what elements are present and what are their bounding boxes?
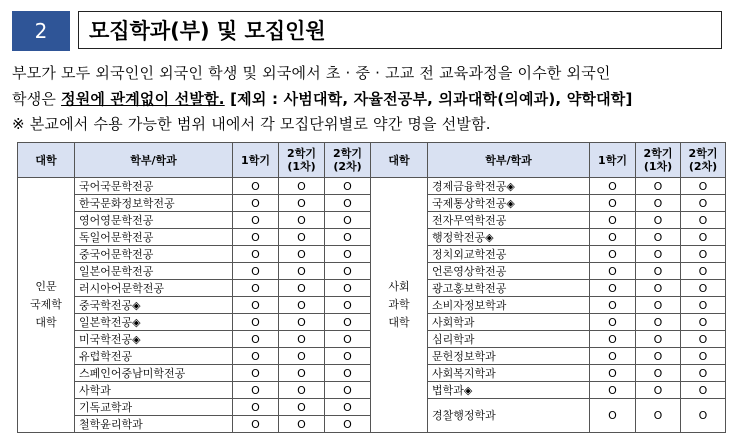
mark-right: O xyxy=(590,314,636,331)
mark-right: O xyxy=(681,246,726,263)
table-row xyxy=(18,178,726,195)
mark-left: O xyxy=(233,314,279,331)
college-right-line: 사회 xyxy=(388,280,410,293)
mark-left: O xyxy=(279,263,325,280)
dept-name-right: 경제금융학전공◈ xyxy=(428,178,590,195)
mark-left: O xyxy=(279,178,325,195)
mark-left: O xyxy=(325,246,371,263)
mark-right: O xyxy=(636,263,681,280)
mark-left: O xyxy=(325,399,371,416)
dept-name-left: 사학과 xyxy=(75,382,233,399)
mark-left: O xyxy=(325,314,371,331)
mark-left: O xyxy=(325,382,371,399)
mark-left: O xyxy=(325,280,371,297)
dept-name-right: 정치외교학전공 xyxy=(428,246,590,263)
mark-left: O xyxy=(233,229,279,246)
mark-right: O xyxy=(636,314,681,331)
dept-name-left: 중국학전공◈ xyxy=(75,297,233,314)
mark-left: O xyxy=(279,195,325,212)
dept-name-left: 기독교학과 xyxy=(75,399,233,416)
mark-left: O xyxy=(279,365,325,382)
mark-right: O xyxy=(681,263,726,280)
dept-name-left: 일본어문학전공 xyxy=(75,263,233,280)
mark-right: O xyxy=(636,280,681,297)
mark-right: O xyxy=(636,399,681,433)
mark-left: O xyxy=(233,416,279,433)
mark-right: O xyxy=(590,365,636,382)
dept-name-left: 한국문화정보학전공 xyxy=(75,195,233,212)
table-header-row xyxy=(18,143,726,178)
mark-right: O xyxy=(636,365,681,382)
dept-name-right: 심리학과 xyxy=(428,331,590,348)
mark-right: O xyxy=(636,348,681,365)
college-left xyxy=(18,178,75,433)
intro-line-2-prefix: 학생은 xyxy=(12,90,62,108)
college-right xyxy=(371,178,428,433)
header-sem2b-right: 2학기 (2차) xyxy=(681,143,726,178)
mark-left: O xyxy=(233,246,279,263)
dept-name-right: 광고홍보학전공 xyxy=(428,280,590,297)
dept-name-right: 전자무역학전공 xyxy=(428,212,590,229)
header-sem1-left: 1학기 xyxy=(233,143,279,178)
mark-left: O xyxy=(325,212,371,229)
college-left-line: 인문 xyxy=(35,280,57,293)
mark-right: O xyxy=(590,348,636,365)
dept-name-right: 국제통상학전공◈ xyxy=(428,195,590,212)
mark-right: O xyxy=(681,331,726,348)
mark-right: O xyxy=(681,195,726,212)
mark-right: O xyxy=(590,382,636,399)
dept-name-right: 사회복지학과 xyxy=(428,365,590,382)
mark-right: O xyxy=(636,195,681,212)
mark-left: O xyxy=(279,229,325,246)
mark-right: O xyxy=(636,212,681,229)
intro-line-1: 부모가 모두 외국인인 외국인 학생 및 외국에서 초 · 중 · 고교 전 교육과정을 이수한 외국인 xyxy=(12,64,611,82)
dept-name-left: 철학윤리학과 xyxy=(75,416,233,433)
mark-left: O xyxy=(325,416,371,433)
mark-left: O xyxy=(279,246,325,263)
mark-left: O xyxy=(279,212,325,229)
dept-name-left: 중국어문학전공 xyxy=(75,246,233,263)
mark-left: O xyxy=(233,212,279,229)
mark-left: O xyxy=(325,348,371,365)
mark-right: O xyxy=(636,382,681,399)
mark-right: O xyxy=(681,212,726,229)
mark-left: O xyxy=(325,178,371,195)
mark-left: O xyxy=(325,365,371,382)
section-number: 2 xyxy=(12,11,70,51)
mark-right: O xyxy=(590,178,636,195)
mark-right: O xyxy=(681,280,726,297)
dept-name-right: 사회학과 xyxy=(428,314,590,331)
mark-right: O xyxy=(636,297,681,314)
section-header xyxy=(12,11,724,51)
header-sem2b-left: 2학기 (2차) xyxy=(325,143,371,178)
dept-name-right: 언론영상학전공 xyxy=(428,263,590,280)
dept-name-left: 영어영문학전공 xyxy=(75,212,233,229)
section-title: 모집학과(부) 및 모집인원 xyxy=(78,11,722,49)
mark-right: O xyxy=(590,212,636,229)
mark-left: O xyxy=(325,263,371,280)
mark-right: O xyxy=(590,195,636,212)
intro-line-2-underline: 정원에 관계없이 선발함. xyxy=(61,90,225,108)
mark-right: O xyxy=(590,399,636,433)
mark-right: O xyxy=(590,246,636,263)
mark-right: O xyxy=(681,297,726,314)
mark-right: O xyxy=(636,331,681,348)
intro-line-2 xyxy=(12,88,633,109)
mark-right: O xyxy=(681,178,726,195)
mark-right: O xyxy=(681,348,726,365)
dept-name-right: 행정학전공◈ xyxy=(428,229,590,246)
mark-left: O xyxy=(233,263,279,280)
mark-right: O xyxy=(590,331,636,348)
mark-left: O xyxy=(325,195,371,212)
college-left-line: 대학 xyxy=(35,316,57,329)
dept-name-right: 경찰행정학과 xyxy=(428,399,590,433)
mark-right: O xyxy=(636,246,681,263)
header-dept-left: 학부/학과 xyxy=(75,143,233,178)
mark-right: O xyxy=(681,365,726,382)
dept-name-left: 러시아어문학전공 xyxy=(75,280,233,297)
mark-left: O xyxy=(233,297,279,314)
mark-left: O xyxy=(279,331,325,348)
mark-left: O xyxy=(279,297,325,314)
dept-name-left: 독일어문학전공 xyxy=(75,229,233,246)
mark-left: O xyxy=(279,382,325,399)
dept-name-right: 소비자정보학과 xyxy=(428,297,590,314)
college-right-line: 대학 xyxy=(388,316,410,329)
intro-line-2-exclusions: [제외 : 사범대학, 자율전공부, 의과대학(의예과), 약학대학] xyxy=(224,90,633,108)
mark-right: O xyxy=(681,382,726,399)
mark-left: O xyxy=(325,331,371,348)
mark-left: O xyxy=(279,280,325,297)
header-college-right: 대학 xyxy=(371,143,428,178)
header-sem2a-right: 2학기 (1차) xyxy=(636,143,681,178)
mark-right: O xyxy=(681,229,726,246)
mark-right: O xyxy=(590,297,636,314)
mark-left: O xyxy=(279,416,325,433)
mark-right: O xyxy=(681,314,726,331)
college-right-line: 과학 xyxy=(388,298,410,311)
mark-left: O xyxy=(325,297,371,314)
mark-right: O xyxy=(590,263,636,280)
mark-left: O xyxy=(233,280,279,297)
mark-left: O xyxy=(325,229,371,246)
mark-left: O xyxy=(233,178,279,195)
intro-note: ※ 본교에서 수용 가능한 범위 내에서 각 모집단위별로 약간 명을 선발함. xyxy=(12,115,491,133)
mark-left: O xyxy=(233,399,279,416)
mark-left: O xyxy=(233,382,279,399)
dept-name-left: 국어국문학전공 xyxy=(75,178,233,195)
mark-right: O xyxy=(590,229,636,246)
header-sem2a-left: 2학기 (1차) xyxy=(279,143,325,178)
mark-right: O xyxy=(681,399,726,433)
dept-name-left: 미국학전공◈ xyxy=(75,331,233,348)
mark-right: O xyxy=(636,178,681,195)
mark-left: O xyxy=(233,331,279,348)
dept-name-left: 유럽학전공 xyxy=(75,348,233,365)
header-dept-right: 학부/학과 xyxy=(428,143,590,178)
dept-name-left: 일본학전공◈ xyxy=(75,314,233,331)
mark-left: O xyxy=(233,365,279,382)
dept-name-right: 문헌정보학과 xyxy=(428,348,590,365)
dept-name-left: 스페인어중남미학전공 xyxy=(75,365,233,382)
mark-left: O xyxy=(279,348,325,365)
mark-right: O xyxy=(590,280,636,297)
header-college-left: 대학 xyxy=(18,143,75,178)
mark-left: O xyxy=(279,399,325,416)
mark-right: O xyxy=(636,229,681,246)
mark-left: O xyxy=(279,314,325,331)
header-sem1-right: 1학기 xyxy=(590,143,636,178)
dept-name-right: 법학과◈ xyxy=(428,382,590,399)
department-table xyxy=(17,142,726,433)
mark-left: O xyxy=(233,195,279,212)
mark-left: O xyxy=(233,348,279,365)
college-left-line: 국제학 xyxy=(30,298,62,311)
